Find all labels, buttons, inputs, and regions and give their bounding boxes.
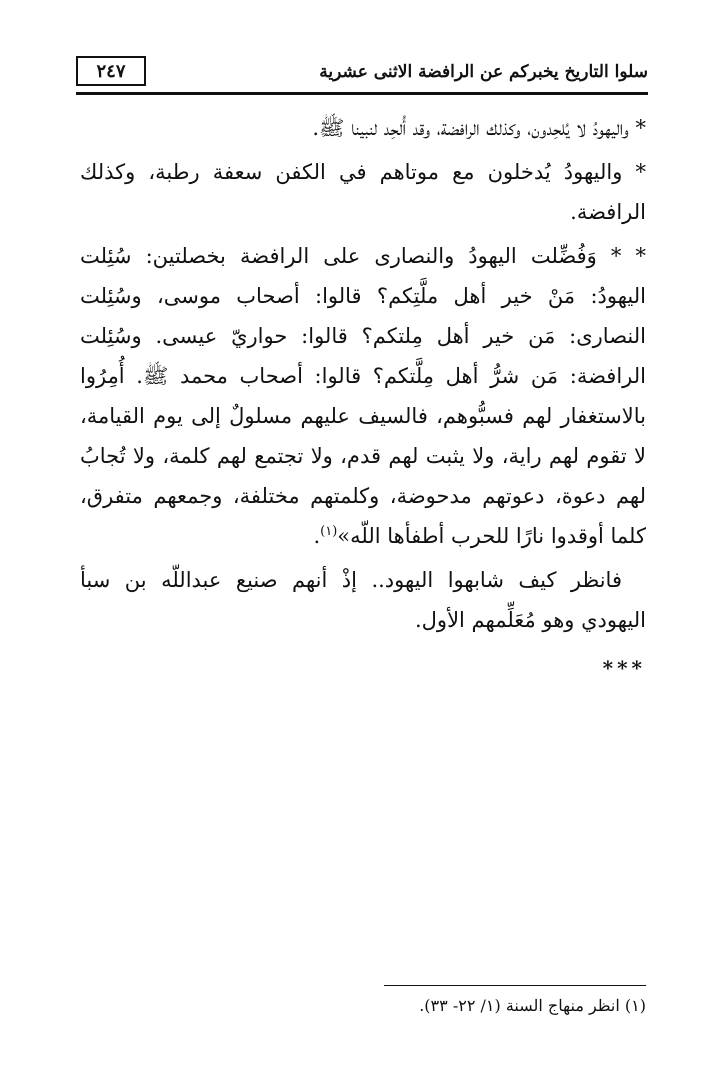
- paragraph-2: * واليهودُ يُدخلون مع موتاهم في الكفن سعفة رطبة، وكذلك الرافضة.: [80, 160, 646, 224]
- footnote-rule: [384, 985, 646, 986]
- footnote: (١) انظر منهاج السنة (١/ ٢٢- ٣٣).: [419, 996, 646, 1015]
- main-text: [80, 108, 646, 688]
- paragraph-4: فانظر كيف شابهوا اليهود.. إذْ أنهم صنيع عبداللّه بن سبأ اليهودي وهو مُعَلِّمهم الأول.: [80, 568, 646, 632]
- paragraph-3-text: * * وَفُضِّلت اليهودُ والنصارى على الرافضة بخصلتين: سُئِلت اليهودُ: مَنْ خير أهل ملَّتِكم؟ قالوا: أصحاب موسى، وسُئِلت النصارى: مَن خير أهل مِلتكم؟ قالوا: حواريّ عيسى. وسُئِلت الرافضة: مَن شرُّ أهل مِلَّتكم؟ قالوا: أصحاب محمد ﷺ. أُمِرُوا بالاستغفار لهم فسبُّوهم، فالسيف عليهم مسلولٌ إلى يوم القيامة، لا تقوم لهم راية، ولا يثبت لهم قدم، ولا تجتمع لهم كلمة، ولا تُجابُ لهم دعوة، دعوتهم مدحوضة، وكلمتهم مختلفة، وجمعهم متفرق، كلما أوقدوا نارًا للحرب أطفأها اللّه»: [80, 244, 646, 548]
- section-separator: ***: [602, 656, 646, 680]
- running-title: سلوا التاريخ يخبركم عن الرافضة الاثنى عشرية: [319, 62, 648, 82]
- page-number: ٢٤٧: [76, 56, 146, 86]
- paragraph-3-end: .: [313, 524, 321, 548]
- header-rule: [76, 92, 648, 95]
- paragraph-1: * واليهودُ لا يُلحِدون، وكذلك الرافضة، وقد أُلحِد لنبينا ﷺ.: [312, 116, 646, 140]
- running-header: [76, 52, 648, 90]
- paragraph-3: [80, 236, 646, 556]
- footnote-reference[interactable]: (١): [320, 524, 338, 539]
